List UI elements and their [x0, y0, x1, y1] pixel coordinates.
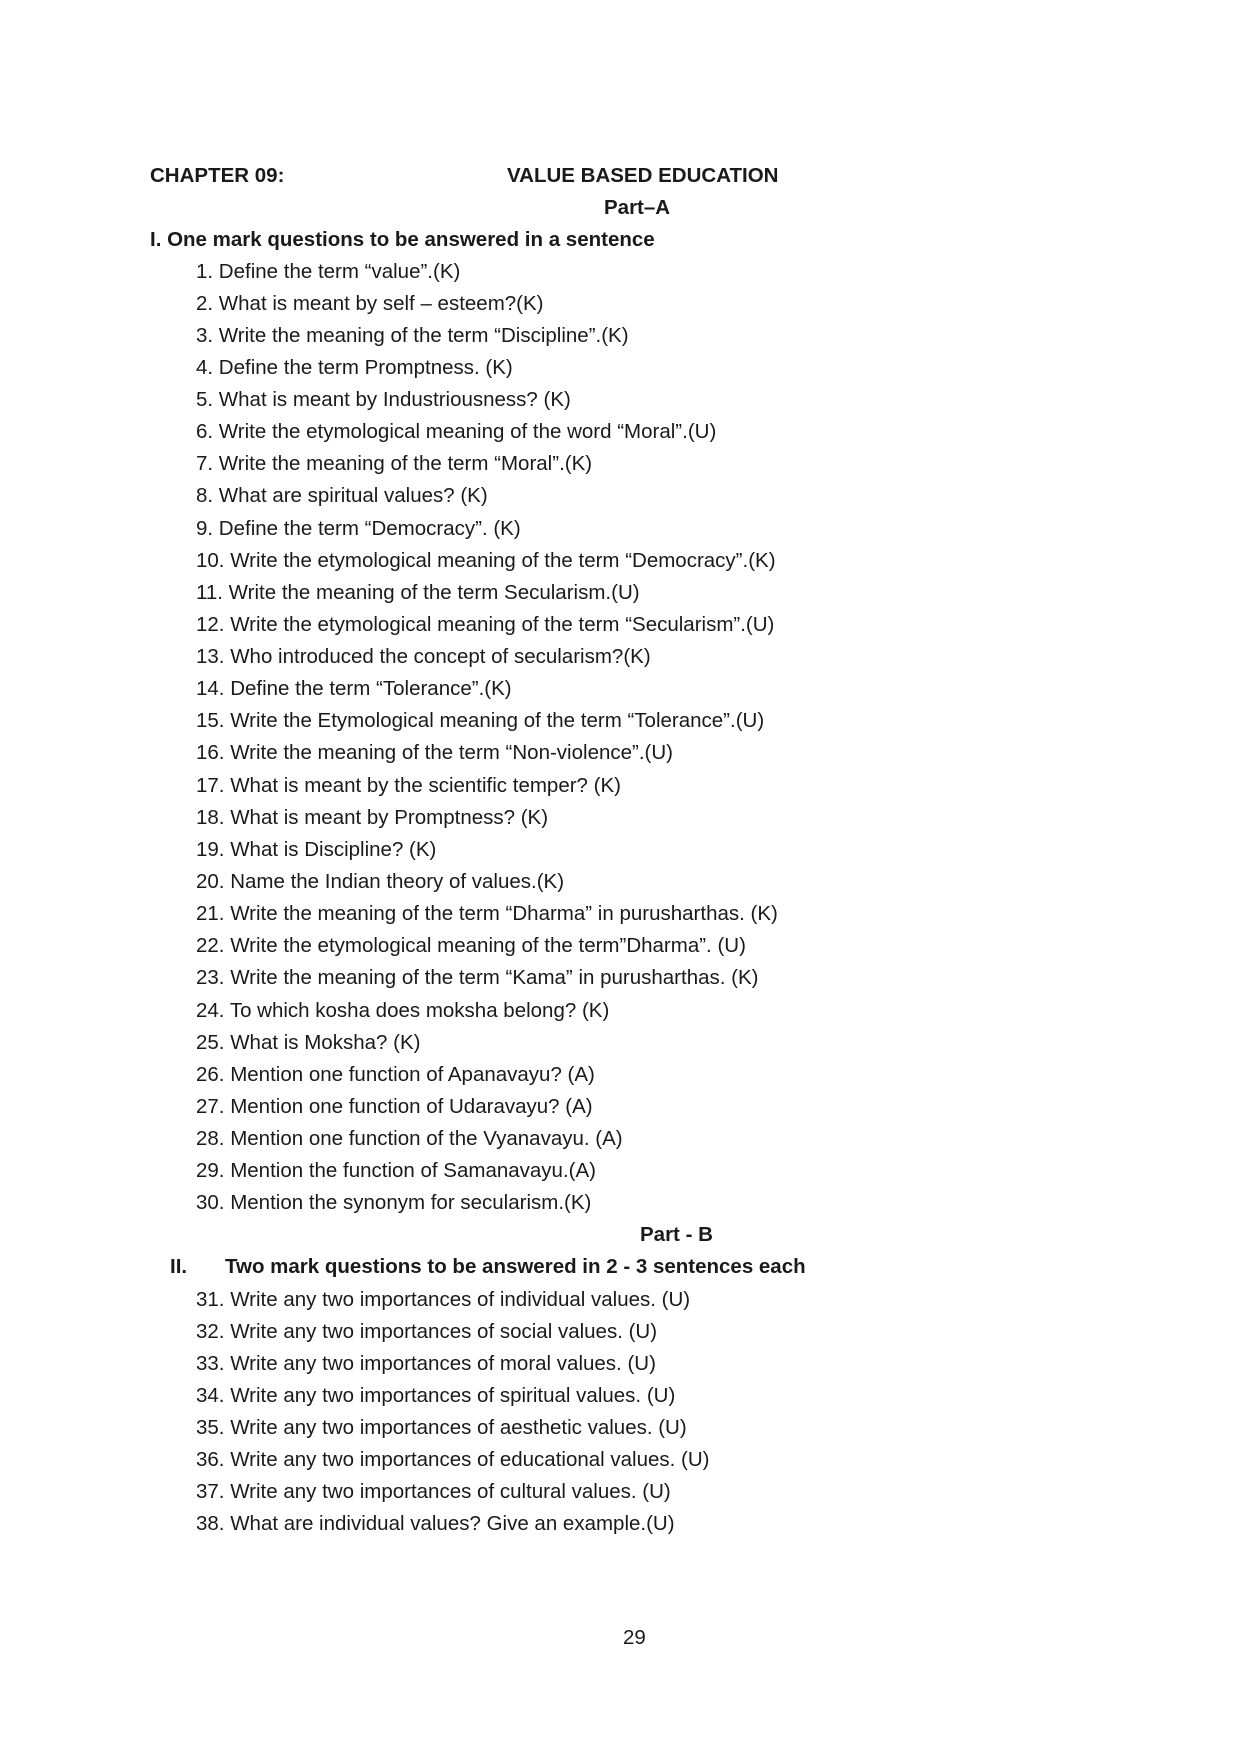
list-item: 22. Write the etymological meaning of the term”Dharma”. (U) — [196, 934, 746, 957]
list-item: 18. What is meant by Promptness? (K) — [196, 806, 549, 829]
part-b-section-title: Two mark questions to be answered in 2 - 3 sentences each — [225, 1255, 806, 1278]
list-item: 30. Mention the synonym for secularism.(K) — [196, 1191, 592, 1214]
list-item: 6. Write the etymological meaning of the word “Moral”.(U) — [196, 420, 717, 443]
list-item: 19. What is Discipline? (K) — [196, 838, 437, 861]
list-item: 12. Write the etymological meaning of the term “Secularism”.(U) — [196, 613, 775, 636]
list-item: 3. Write the meaning of the term “Discipline”.(K) — [196, 324, 629, 347]
list-item: 32. Write any two importances of social values. (U) — [196, 1320, 658, 1343]
list-item: 8. What are spiritual values? (K) — [196, 484, 488, 507]
list-item: 29. Mention the function of Samanavayu.(A) — [196, 1159, 596, 1182]
list-item: 25. What is Moksha? (K) — [196, 1031, 421, 1054]
list-item: 2. What is meant by self – esteem?(K) — [196, 292, 544, 315]
list-item: 23. Write the meaning of the term “Kama” in purusharthas. (K) — [196, 966, 759, 989]
chapter-label: CHAPTER 09: — [150, 164, 285, 187]
list-item: 17. What is meant by the scientific temper? (K) — [196, 774, 621, 797]
list-item: 34. Write any two importances of spiritual values. (U) — [196, 1384, 676, 1407]
list-item: 33. Write any two importances of moral values. (U) — [196, 1352, 656, 1375]
list-item: 27. Mention one function of Udaravayu? (A) — [196, 1095, 593, 1118]
list-item: 11. Write the meaning of the term Secularism.(U) — [196, 581, 640, 604]
list-item: 4. Define the term Promptness. (K) — [196, 356, 513, 379]
list-item: 24. To which kosha does moksha belong? (K) — [196, 999, 610, 1022]
list-item: 35. Write any two importances of aesthetic values. (U) — [196, 1416, 687, 1439]
part-b-section-number: II. — [170, 1255, 188, 1278]
list-item: 14. Define the term “Tolerance”.(K) — [196, 677, 512, 700]
list-item: 13. Who introduced the concept of secularism?(K) — [196, 645, 651, 668]
page-number: 29 — [623, 1626, 646, 1649]
list-item: 16. Write the meaning of the term “Non-violence”.(U) — [196, 741, 674, 764]
list-item: 15. Write the Etymological meaning of the term “Tolerance”.(U) — [196, 709, 765, 732]
chapter-title: VALUE BASED EDUCATION — [507, 164, 779, 187]
list-item: 5. What is meant by Industriousness? (K) — [196, 388, 571, 411]
list-item: 9. Define the term “Democracy”. (K) — [196, 517, 521, 540]
list-item: 31. Write any two importances of individual values. (U) — [196, 1288, 691, 1311]
list-item: 7. Write the meaning of the term “Moral”.(K) — [196, 452, 593, 475]
part-a-heading: Part–A — [604, 196, 671, 219]
list-item: 37. Write any two importances of cultural values. (U) — [196, 1480, 671, 1503]
list-item: 1. Define the term “value”.(K) — [196, 260, 461, 283]
part-b-heading: Part - B — [640, 1223, 713, 1246]
list-item: 36. Write any two importances of educational values. (U) — [196, 1448, 710, 1471]
list-item: 20. Name the Indian theory of values.(K) — [196, 870, 565, 893]
list-item: 21. Write the meaning of the term “Dharma” in purusharthas. (K) — [196, 902, 778, 925]
list-item: 26. Mention one function of Apanavayu? (A) — [196, 1063, 595, 1086]
part-a-section-title: I. One mark questions to be answered in a sentence — [150, 228, 655, 251]
list-item: 28. Mention one function of the Vyanavayu. (A) — [196, 1127, 623, 1150]
list-item: 10. Write the etymological meaning of the term “Democracy”.(K) — [196, 549, 776, 572]
list-item: 38. What are individual values? Give an example.(U) — [196, 1512, 675, 1535]
